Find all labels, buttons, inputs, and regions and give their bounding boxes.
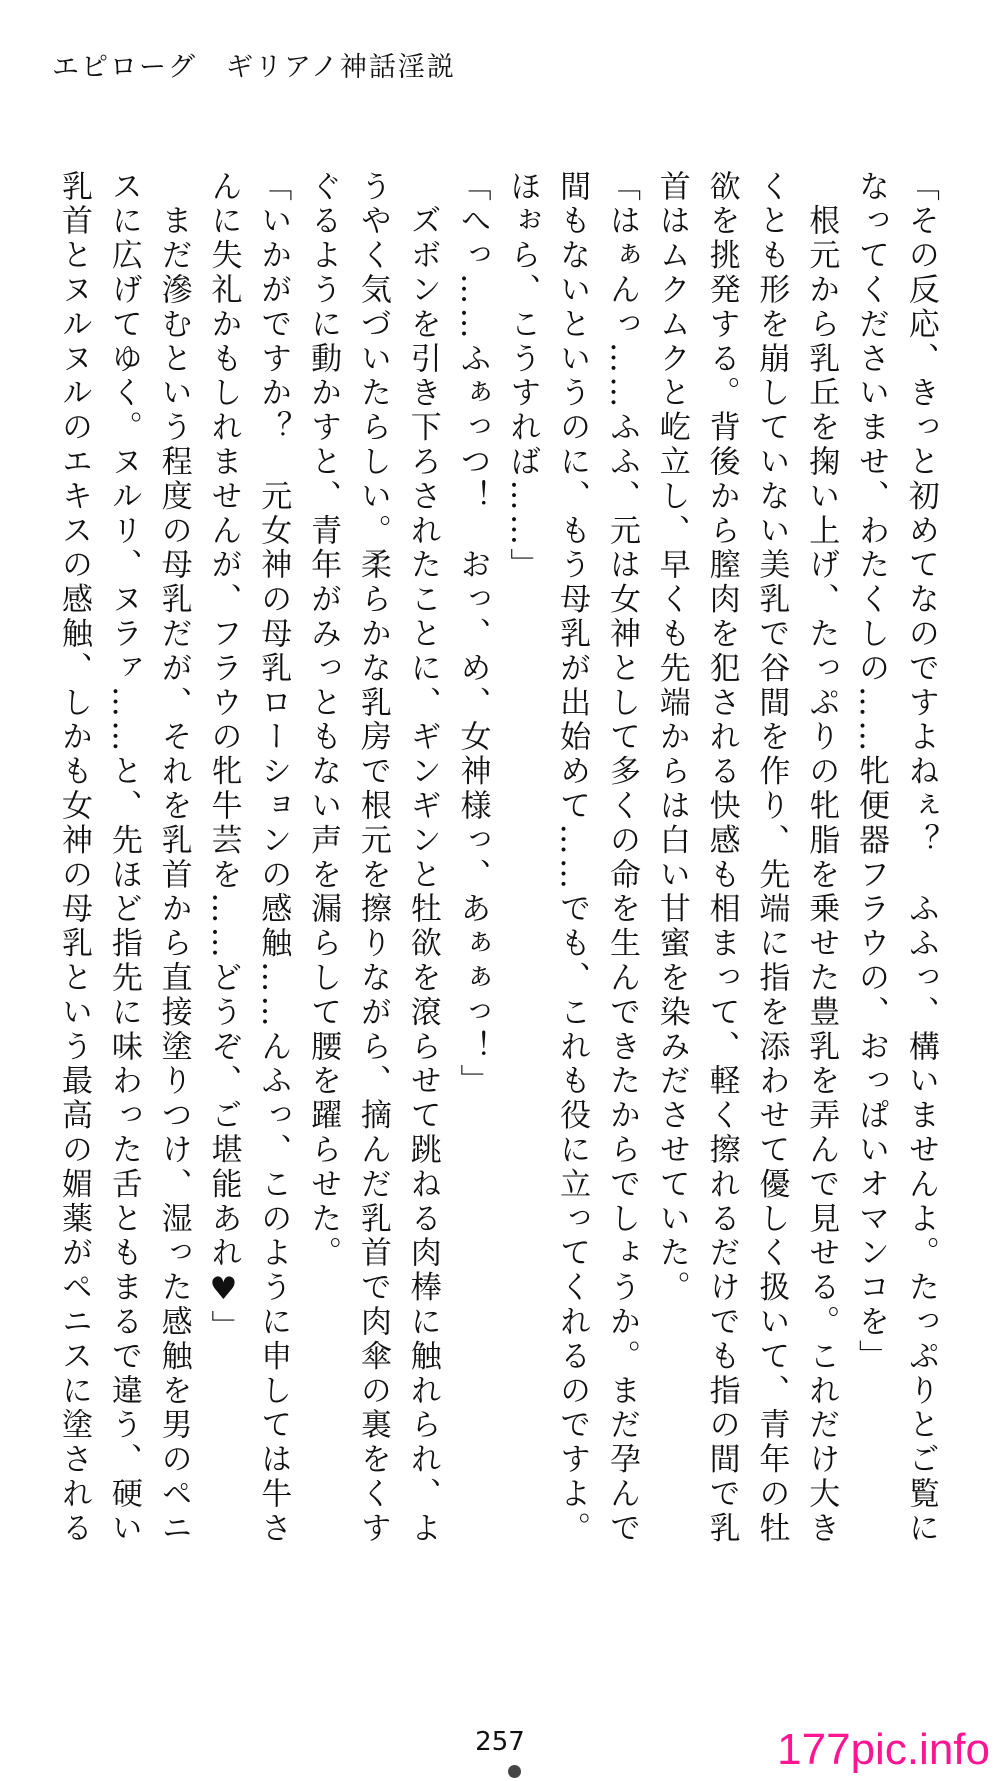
text-column: 間もないというのに、もう母乳が出始めて……でも、これも役に立ってくれるのですよ。 — [554, 170, 591, 1546]
vertical-body-text — [52, 170, 942, 1546]
chapter-header: エピローグ ギリアノ神話淫説 — [52, 52, 456, 83]
text-column: うやく気づいたらしい。柔らかな乳房で根元を擦りながら、摘んだ乳首で肉傘の裏をくす — [354, 170, 391, 1546]
text-column: 「へっ……ふぁっつ！ おっ、め、女神様っ、あぁぁっ！」 — [454, 170, 491, 1099]
text-column: まだ滲むという程度の母乳だが、それを乳首から直接塗りつけ、湿った感触を男のペニ — [155, 170, 192, 1546]
text-column: 「はぁんっ……ふふ、元は女神として多くの命を生んできたからでしょうか。まだ孕んで — [603, 170, 640, 1546]
page-number: 257 — [475, 1727, 525, 1757]
text-column: スに広げてゆく。ヌルリ、ヌラァ……と、先ほど指先に味わった舌ともまるで違う、硬い — [105, 170, 142, 1546]
text-column: なってくださいませ、わたくしの……牝便器フラウの、おっぱいオマンコを」 — [853, 170, 889, 1374]
text-column: ズボンを引き下ろされたことに、ギンギンと牡欲を滾らせて跳ねる肉棒に触れられ、よ — [404, 170, 441, 1546]
page-mark-dot — [508, 1765, 521, 1778]
text-column: ほぉら、こうすれば……」 — [504, 170, 541, 583]
site-watermark: 177pic.info — [777, 1725, 990, 1774]
text-column: 欲を挑発する。背後から膣肉を犯される快感も相まって、軽く擦れるだけでも指の間で乳 — [703, 170, 740, 1546]
text-column: 根元から乳丘を掬い上げ、たっぷりの牝脂を乗せた豊乳を弄んで見せる。これだけ大き — [803, 170, 840, 1546]
text-column: んに失礼かもしれませんが、フラウの牝牛芸を……どうぞ、ご堪能あれ♥」 — [205, 170, 242, 1345]
text-column: ぐるように動かすと、青年がみっともない声を漏らして腰を躍らせた。 — [305, 170, 342, 1271]
text-column: 「その反応、きっと初めてなのですよねぇ？ ふふっ、構いませんよ。たっぷりとご覧に — [902, 170, 939, 1546]
text-column: くとも形を崩していない美乳で谷間を作り、先端に指を添わせて優しく扱いて、青年の牡 — [753, 170, 790, 1546]
text-column: 乳首とヌルヌルのエキスの感触、しかも女神の母乳という最高の媚薬がペニスに塗される — [56, 170, 92, 1546]
text-column: 首はムクムクと屹立し、早くも先端からは白い甘蜜を染みださせていた。 — [653, 170, 690, 1306]
text-column: 「いかがですか？ 元女神の母乳ローションの感触……んふっ、このように申しては牛さ — [255, 170, 292, 1546]
